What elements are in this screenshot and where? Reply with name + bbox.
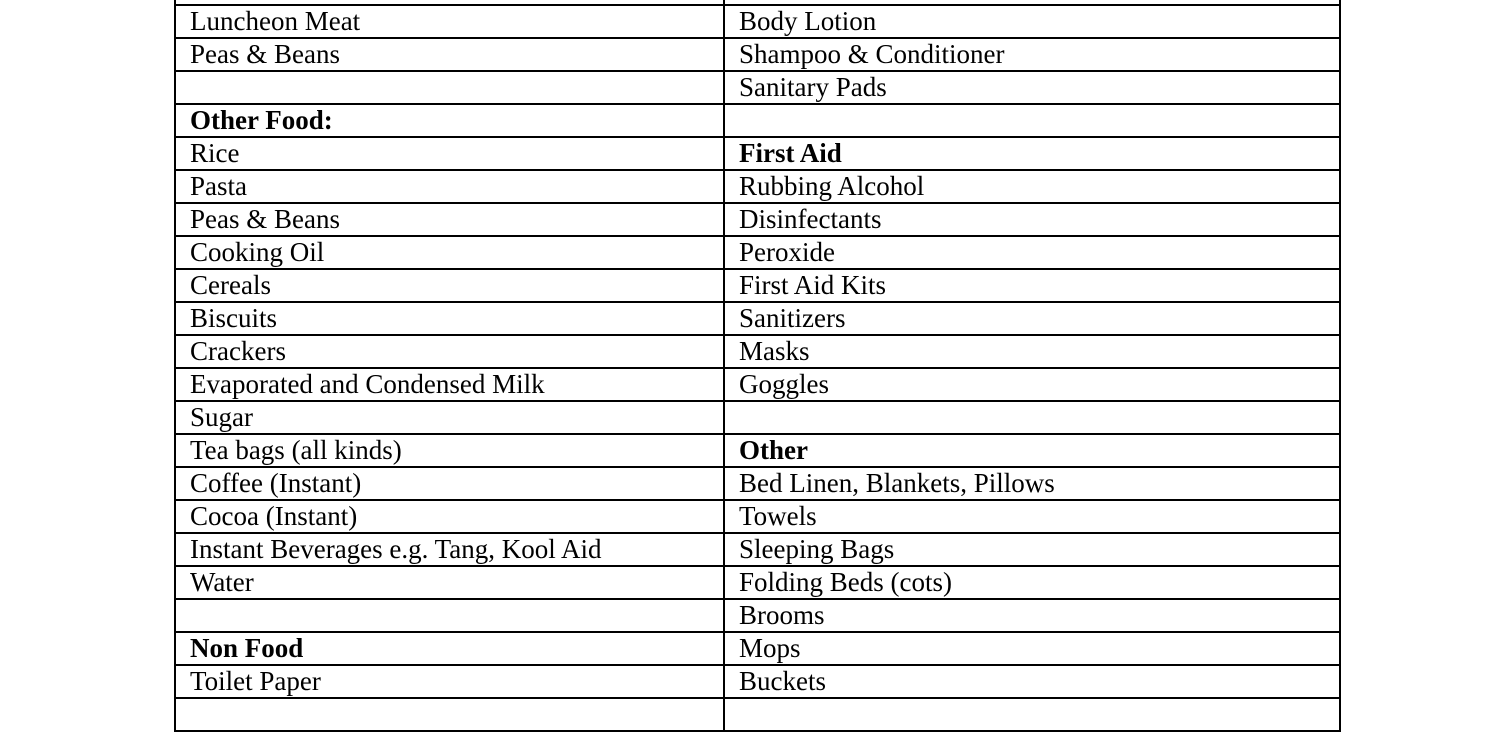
- table-row: [175, 203, 1340, 236]
- item-cell-left: Crackers: [175, 335, 724, 368]
- item-cell-left: Peas & Beans: [175, 38, 724, 71]
- table-row: [175, 698, 1340, 731]
- item-cell-right: [724, 698, 1340, 731]
- item-cell-right: Bed Linen, Blankets, Pillows: [724, 467, 1340, 500]
- item-cell-left: Toilet Paper: [175, 665, 724, 698]
- item-cell-left: [175, 698, 724, 731]
- supplies-table: [174, 0, 1341, 732]
- item-cell-right: First Aid Kits: [724, 269, 1340, 302]
- table-row: [175, 335, 1340, 368]
- item-cell-left: Cereals: [175, 269, 724, 302]
- section-heading-left: Other Food:: [175, 104, 724, 137]
- item-cell-left: Peas & Beans: [175, 203, 724, 236]
- item-cell-right: Towels: [724, 500, 1340, 533]
- item-cell-right: Buckets: [724, 665, 1340, 698]
- table-row: [175, 467, 1340, 500]
- item-cell-left: [175, 599, 724, 632]
- supplies-table-body: [175, 0, 1340, 731]
- item-cell-right: Peroxide: [724, 236, 1340, 269]
- item-cell-right: Rubbing Alcohol: [724, 170, 1340, 203]
- item-cell-left: Sugar: [175, 401, 724, 434]
- table-row: [175, 302, 1340, 335]
- table-row: [175, 665, 1340, 698]
- item-cell-left: Cocoa (Instant): [175, 500, 724, 533]
- table-row: [175, 38, 1340, 71]
- item-cell-left: Instant Beverages e.g. Tang, Kool Aid: [175, 533, 724, 566]
- item-cell-right: Sleeping Bags: [724, 533, 1340, 566]
- table-row: [175, 533, 1340, 566]
- table-row: [175, 5, 1340, 38]
- item-cell-right: [724, 401, 1340, 434]
- table-row: [175, 566, 1340, 599]
- item-cell-right: Sanitary Pads: [724, 71, 1340, 104]
- item-cell-right: Folding Beds (cots): [724, 566, 1340, 599]
- item-cell-left: Rice: [175, 137, 724, 170]
- item-cell-left: Evaporated and Condensed Milk: [175, 368, 724, 401]
- table-row: [175, 401, 1340, 434]
- item-cell-right: Sanitizers: [724, 302, 1340, 335]
- table-row: [175, 236, 1340, 269]
- item-cell-right: Body Lotion: [724, 5, 1340, 38]
- section-heading-left: Non Food: [175, 632, 724, 665]
- item-cell-left: Biscuits: [175, 302, 724, 335]
- item-cell-right: [724, 104, 1340, 137]
- item-cell-right: Shampoo & Conditioner: [724, 38, 1340, 71]
- item-cell-left: Cooking Oil: [175, 236, 724, 269]
- table-row: [175, 104, 1340, 137]
- item-cell-left: Tea bags (all kinds): [175, 434, 724, 467]
- table-row: [175, 599, 1340, 632]
- table-row: [175, 71, 1340, 104]
- item-cell-left: Water: [175, 566, 724, 599]
- item-cell-right: Disinfectants: [724, 203, 1340, 236]
- table-row: [175, 500, 1340, 533]
- table-row: [175, 269, 1340, 302]
- table-row: [175, 368, 1340, 401]
- table-row: [175, 434, 1340, 467]
- item-cell-right: Goggles: [724, 368, 1340, 401]
- table-row: [175, 170, 1340, 203]
- table-row: [175, 632, 1340, 665]
- section-heading-right: First Aid: [724, 137, 1340, 170]
- section-heading-right: Other: [724, 434, 1340, 467]
- item-cell-left: Coffee (Instant): [175, 467, 724, 500]
- item-cell-left: Pasta: [175, 170, 724, 203]
- table-row: [175, 137, 1340, 170]
- item-cell-right: Masks: [724, 335, 1340, 368]
- item-cell-left: [175, 71, 724, 104]
- item-cell-right: Brooms: [724, 599, 1340, 632]
- item-cell-left: Luncheon Meat: [175, 5, 724, 38]
- item-cell-right: Mops: [724, 632, 1340, 665]
